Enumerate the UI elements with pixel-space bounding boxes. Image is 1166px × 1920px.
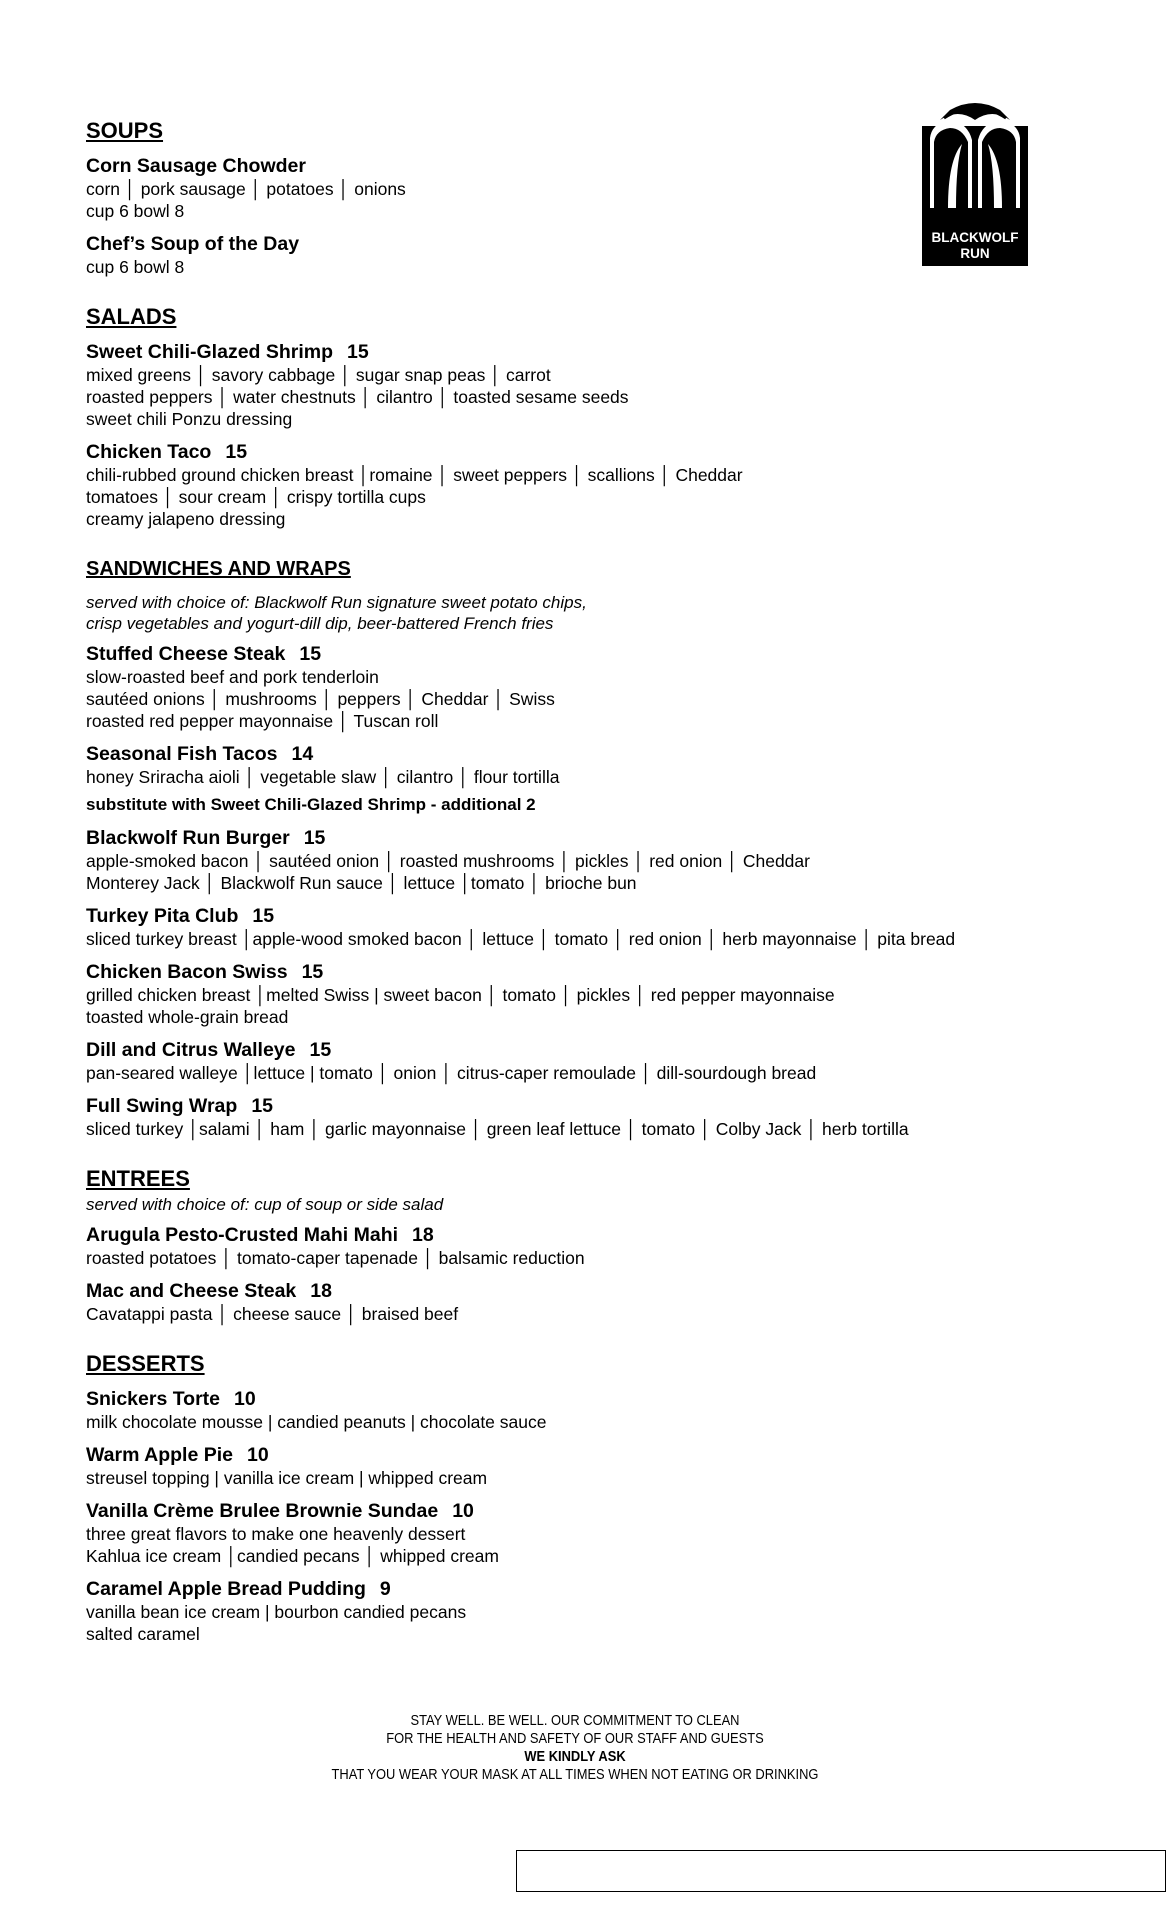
item-title — [86, 742, 1086, 766]
item-desc: sliced turkey breast │apple-wood smoked bacon │ lettuce │ tomato │ red onion │ herb mayonnaise │ pita bread — [86, 929, 956, 949]
menu-item — [86, 1094, 1086, 1140]
section-title: DESSERTS — [86, 1351, 205, 1376]
menu-item — [86, 742, 1086, 788]
item-name: Sweet Chili-Glazed Shrimp — [86, 341, 334, 363]
item-title — [86, 440, 1086, 464]
item-title — [86, 826, 1086, 850]
item-price: 10 — [452, 1500, 474, 1522]
item-desc: cup 6 bowl 8 — [86, 257, 185, 277]
substitution-note: substitute with Sweet Chili-Glazed Shrimp - additional 2 — [86, 795, 536, 814]
footer-box — [516, 1850, 1166, 1892]
item-price: 15 — [225, 441, 248, 463]
item-name: Stuffed Cheese Steak — [86, 643, 286, 665]
menu-item — [86, 1387, 1086, 1433]
item-name: Chicken Taco — [86, 441, 212, 463]
section-title: SOUPS — [86, 118, 164, 143]
item-price: 15 — [347, 341, 369, 363]
item-desc: sweet chili Ponzu dressing — [86, 409, 293, 429]
section-note-line: served with choice of: Blackwolf Run signature sweet potato chips, — [86, 593, 587, 612]
section-desserts — [86, 1351, 1086, 1645]
item-price: 15 — [251, 1095, 274, 1117]
item-name: Caramel Apple Bread Pudding — [86, 1578, 366, 1600]
logo-line-2: RUN — [960, 246, 990, 261]
menu-item — [86, 1443, 1086, 1489]
section-note — [86, 592, 1086, 634]
item-name: Blackwolf Run Burger — [86, 827, 290, 849]
item-name: Mac and Cheese Steak — [86, 1280, 297, 1302]
item-desc: salted caramel — [86, 1624, 200, 1644]
section-sandwiches — [86, 556, 1086, 1140]
item-title — [86, 1499, 1086, 1523]
item-price: 18 — [310, 1280, 332, 1302]
menu-item — [86, 1577, 1086, 1645]
item-price: 10 — [247, 1444, 269, 1466]
item-desc: milk chocolate mousse | candied peanuts | chocolate sauce — [86, 1412, 547, 1432]
notice-line: STAY WELL. BE WELL. OUR COMMITMENT TO CLEAN — [410, 1712, 740, 1729]
item-title — [86, 340, 1086, 364]
menu-item — [86, 1279, 1086, 1325]
item-desc: cup 6 bowl 8 — [86, 201, 185, 221]
section-entrees — [86, 1166, 1086, 1325]
menu-item — [86, 642, 1086, 732]
section-salads — [86, 304, 1086, 530]
menu-item — [86, 1223, 1086, 1269]
item-desc: corn │ pork sausage │ potatoes │ onions — [86, 179, 406, 199]
menu-item — [86, 340, 1086, 430]
item-price: 9 — [379, 1578, 391, 1600]
item-desc: sautéed onions │ mushrooms │ peppers │ Cheddar │ Swiss — [86, 689, 555, 709]
item-desc: vanilla bean ice cream | bourbon candied pecans — [86, 1602, 467, 1622]
item-name: Vanilla Crème Brulee Brownie Sundae — [86, 1500, 439, 1522]
item-desc: three great flavors to make one heavenly dessert — [86, 1524, 466, 1544]
item-desc: slow-roasted beef and pork tenderloin — [86, 667, 379, 687]
item-desc: Monterey Jack │ Blackwolf Run sauce │ lettuce │tomato │ brioche bun — [86, 873, 637, 893]
item-desc: streusel topping | vanilla ice cream | whipped cream — [86, 1468, 488, 1488]
item-name: Snickers Torte — [86, 1388, 221, 1410]
menu — [86, 118, 1086, 1655]
menu-item — [86, 904, 1086, 950]
section-title: SALADS — [86, 304, 177, 329]
notice-line: THAT YOU WEAR YOUR MASK AT ALL TIMES WHEN NOT EATING OR DRINKING — [331, 1766, 819, 1783]
item-desc: roasted potatoes │ tomato-caper tapenade │ balsamic reduction — [86, 1248, 585, 1268]
logo-line-1: BLACKWOLF — [931, 230, 1019, 245]
item-title — [86, 904, 1086, 928]
item-name: Corn Sausage Chowder — [86, 155, 306, 177]
item-price: 10 — [234, 1388, 256, 1410]
menu-item — [86, 1499, 1086, 1567]
item-desc: creamy jalapeno dressing — [86, 509, 286, 529]
item-desc: Cavatappi pasta │ cheese sauce │ braised beef — [86, 1304, 459, 1324]
item-desc: toasted whole-grain bread — [86, 1007, 289, 1027]
item-desc: roasted peppers │ water chestnuts │ cilantro │ toasted sesame seeds — [86, 387, 629, 407]
item-price: 15 — [303, 827, 326, 849]
item-name: Full Swing Wrap — [86, 1095, 238, 1117]
item-name: Seasonal Fish Tacos — [86, 743, 278, 765]
section-note-line: crisp vegetables and yogurt-dill dip, beer-battered French fries — [86, 614, 554, 633]
item-desc: pan-seared walleye │lettuce | tomato │ onion │ citrus-caper remoulade │ dill-sourdough bread — [86, 1063, 817, 1083]
item-desc: honey Sriracha aioli │ vegetable slaw │ cilantro │ flour tortilla — [86, 767, 560, 787]
item-desc: grilled chicken breast │melted Swiss | sweet bacon │ tomato │ pickles │ red pepper mayonnaise — [86, 985, 835, 1005]
menu-item — [86, 440, 1086, 530]
item-price: 15 — [299, 643, 322, 665]
section-title: SANDWICHES AND WRAPS — [86, 558, 351, 580]
item-price: 15 — [301, 961, 324, 983]
item-title — [86, 1387, 1086, 1411]
item-name: Chicken Bacon Swiss — [86, 961, 288, 983]
item-title — [86, 1443, 1086, 1467]
item-desc: apple-smoked bacon │ sautéed onion │ roasted mushrooms │ pickles │ red onion │ Cheddar — [86, 851, 810, 871]
item-price: 15 — [252, 905, 275, 927]
item-title — [86, 1577, 1086, 1601]
section-title: ENTREES — [86, 1166, 190, 1191]
item-title — [86, 1223, 1086, 1247]
item-title — [86, 960, 1086, 984]
item-name: Chef’s Soup of the Day — [86, 233, 300, 255]
menu-item — [86, 960, 1086, 1028]
item-name: Turkey Pita Club — [86, 905, 239, 927]
item-desc: mixed greens │ savory cabbage │ sugar snap peas │ carrot — [86, 365, 551, 385]
item-desc: chili-rubbed ground chicken breast │romaine │ sweet peppers │ scallions │ Cheddar — [86, 465, 743, 485]
item-price: 14 — [291, 743, 314, 765]
notice-line-bold: WE KINDLY ASK — [524, 1748, 626, 1765]
item-desc: Kahlua ice cream │candied pecans │ whipped cream — [86, 1546, 499, 1566]
item-desc: roasted red pepper mayonnaise │ Tuscan roll — [86, 711, 439, 731]
item-title — [86, 1279, 1086, 1303]
item-name: Warm Apple Pie — [86, 1444, 234, 1466]
section-note: served with choice of: cup of soup or side salad — [86, 1195, 444, 1214]
item-title — [86, 642, 1086, 666]
item-price: 18 — [412, 1224, 434, 1246]
notice-line: FOR THE HEALTH AND SAFETY OF OUR STAFF AND GUESTS — [386, 1730, 764, 1747]
menu-item — [86, 232, 1086, 278]
item-price: 15 — [309, 1039, 332, 1061]
item-name: Dill and Citrus Walleye — [86, 1039, 296, 1061]
item-name: Arugula Pesto-Crusted Mahi Mahi — [86, 1224, 399, 1246]
item-title — [86, 1038, 1086, 1062]
menu-item — [86, 826, 1086, 894]
menu-item — [86, 154, 1086, 222]
safety-notice — [278, 1712, 871, 1784]
section-soups — [86, 118, 1086, 278]
item-title — [86, 1094, 1086, 1118]
menu-item — [86, 1038, 1086, 1084]
item-desc: tomatoes │ sour cream │ crispy tortilla cups — [86, 487, 426, 507]
item-desc: sliced turkey │salami │ ham │ garlic mayonnaise │ green leaf lettuce │ tomato │ Colby Jack │ herb tortilla — [86, 1119, 909, 1139]
